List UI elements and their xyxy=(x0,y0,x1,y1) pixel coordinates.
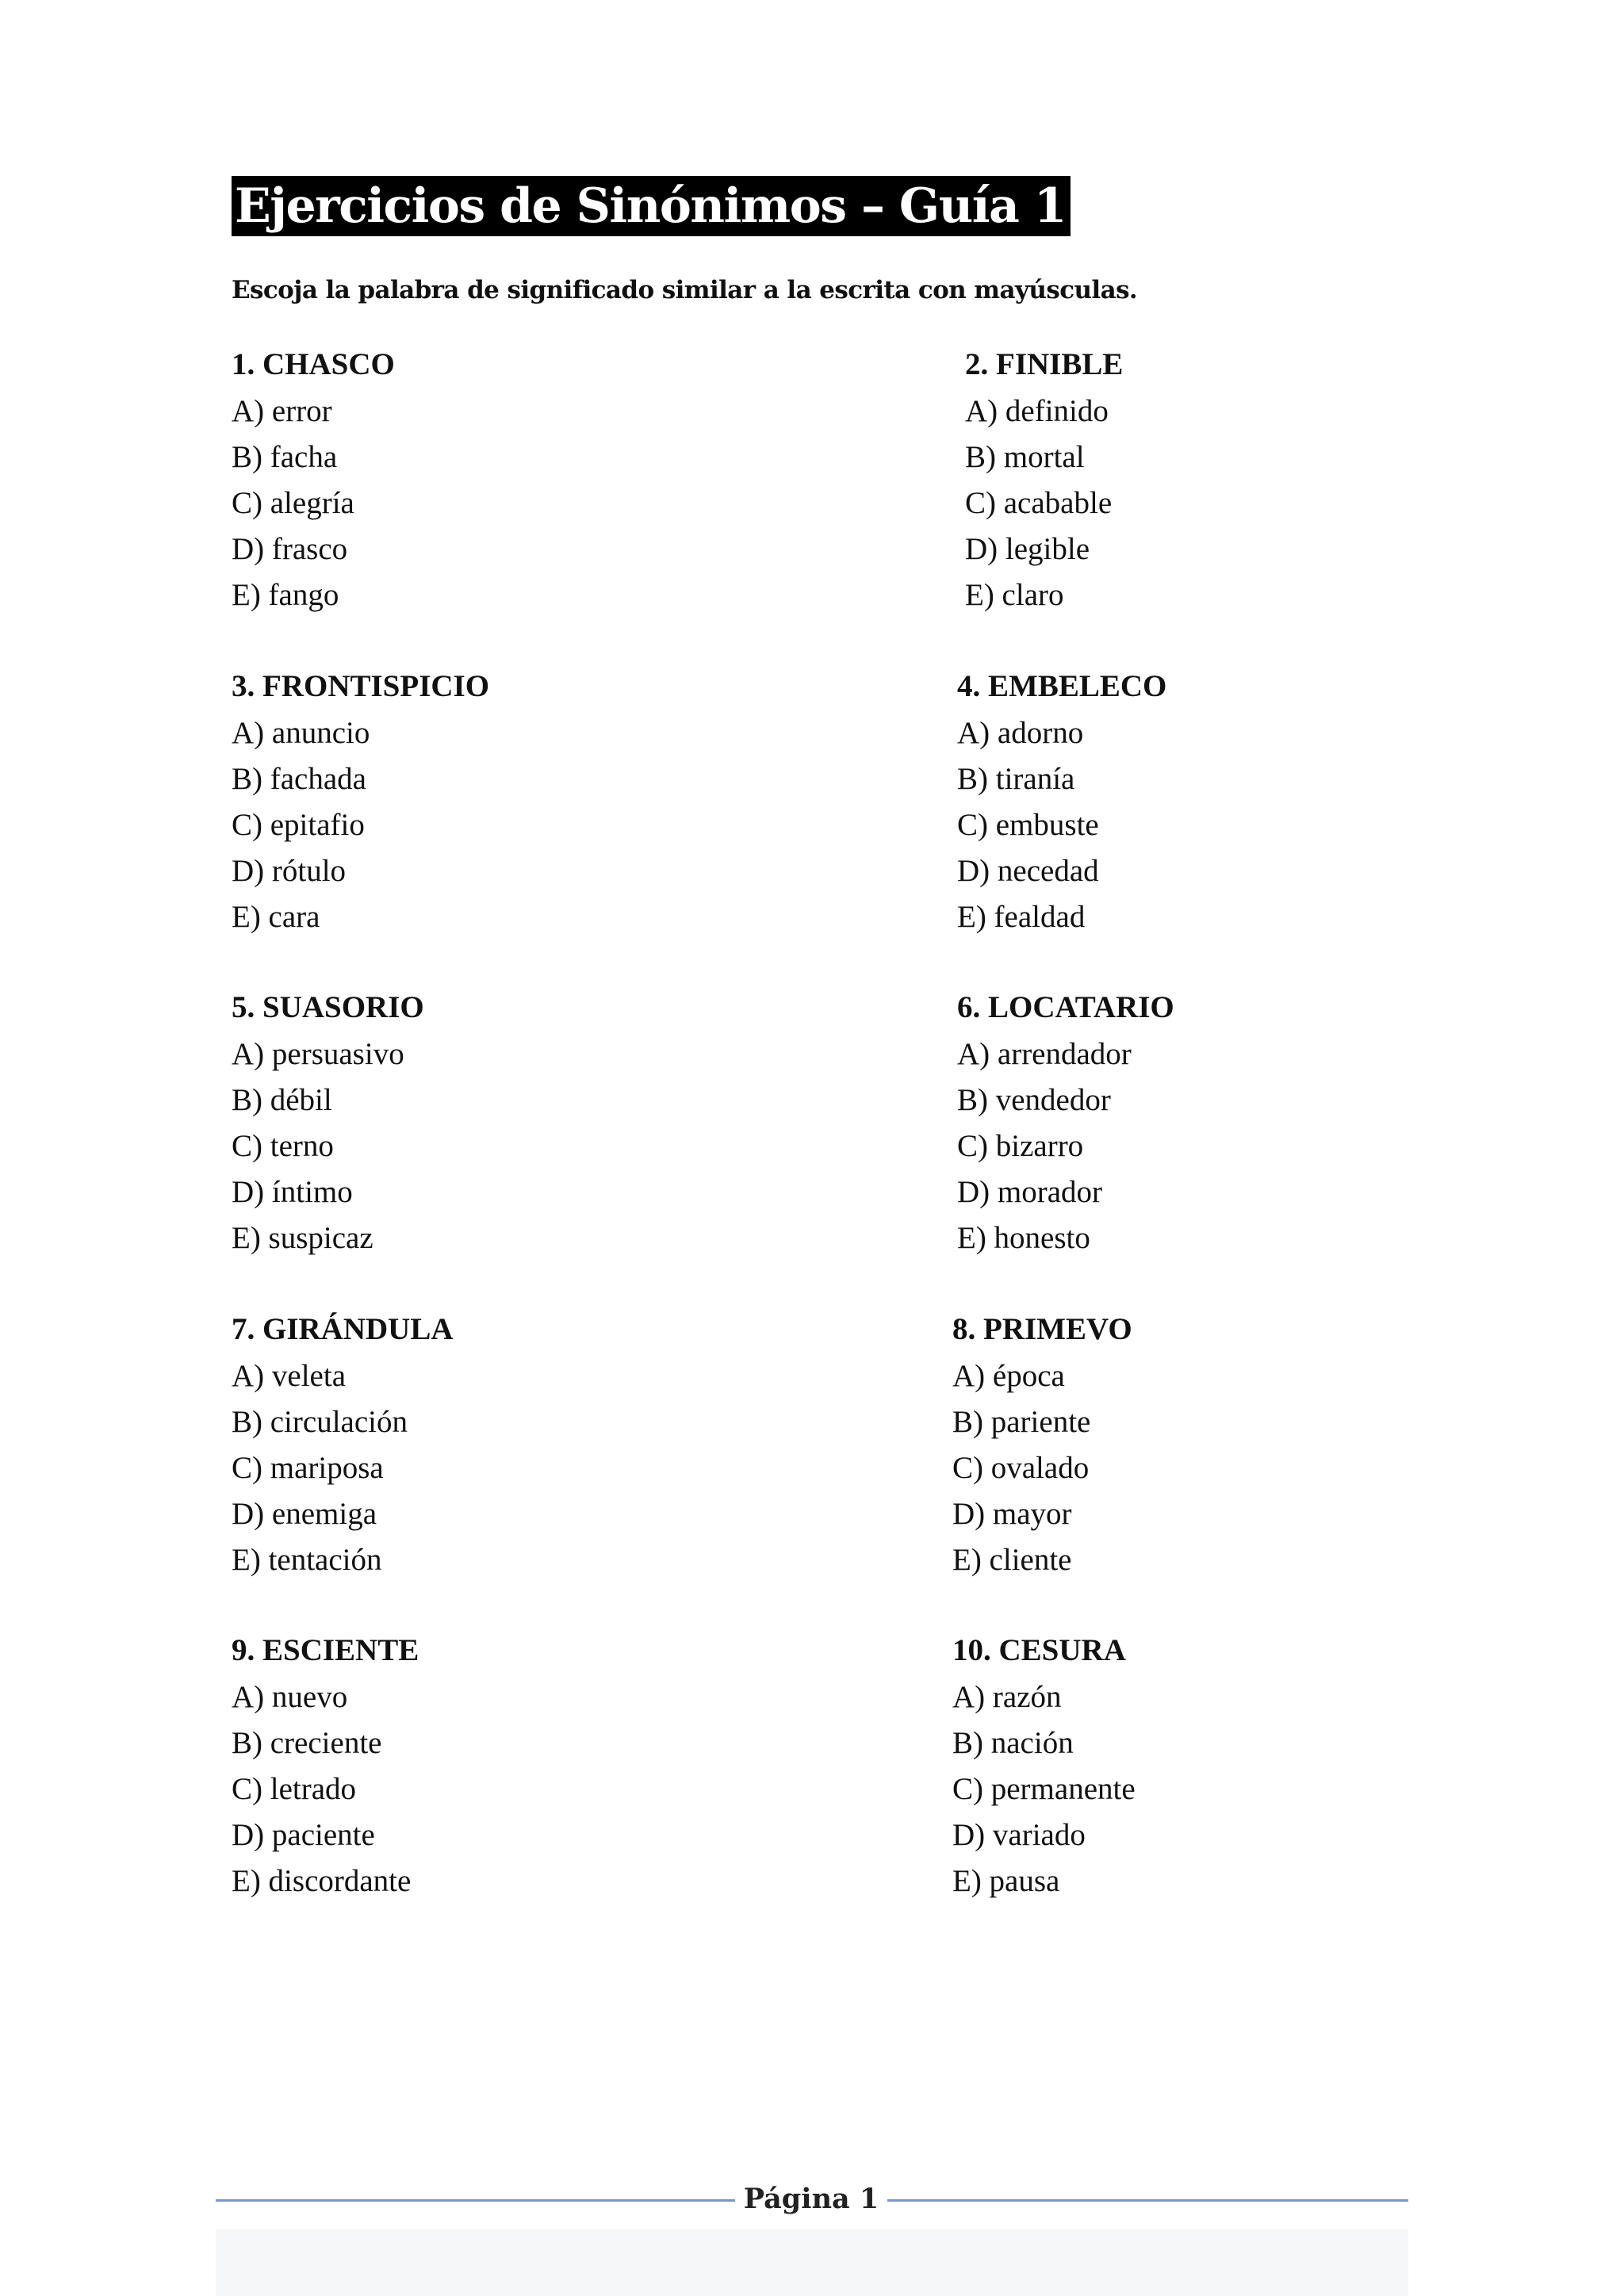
option-c: C) permanente xyxy=(952,1772,1136,1806)
option-a: A) razón xyxy=(952,1680,1062,1714)
question-9 xyxy=(232,1628,787,1904)
option-c: C) epitafio xyxy=(232,808,365,842)
question-6 xyxy=(957,985,1512,1261)
option-d: D) morador xyxy=(957,1175,1103,1209)
option-c: C) letrado xyxy=(232,1772,357,1806)
option-d: D) legible xyxy=(965,532,1090,566)
question-7 xyxy=(232,1307,787,1583)
option-d: D) mayor xyxy=(952,1497,1072,1531)
option-a: A) adorno xyxy=(957,716,1084,750)
option-b: B) débil xyxy=(232,1083,332,1117)
question-2 xyxy=(965,342,1520,618)
option-c: C) embuste xyxy=(957,808,1099,842)
option-a: A) persuasivo xyxy=(232,1037,404,1071)
question-title: 10. CESURA xyxy=(952,1633,1126,1667)
page-number: Página 1 xyxy=(743,2183,879,2215)
option-c: C) acabable xyxy=(965,486,1113,520)
question-3 xyxy=(232,664,787,940)
option-c: C) ovalado xyxy=(952,1451,1090,1485)
option-e: E) cara xyxy=(232,900,320,934)
option-a: A) nuevo xyxy=(232,1680,348,1714)
question-4 xyxy=(957,664,1512,940)
option-c: C) alegría xyxy=(232,486,354,520)
option-e: E) suspicaz xyxy=(232,1221,373,1255)
option-a: A) arrendador xyxy=(957,1037,1132,1071)
option-e: E) fealdad xyxy=(957,900,1086,934)
option-e: E) tentación xyxy=(232,1543,382,1577)
question-title: 4. EMBELECO xyxy=(957,669,1167,703)
option-e: E) fango xyxy=(232,578,339,612)
option-a: A) anuncio xyxy=(232,716,370,750)
option-e: E) discordante xyxy=(232,1864,412,1898)
option-a: A) error xyxy=(232,394,332,428)
option-d: D) variado xyxy=(952,1818,1086,1852)
option-e: E) claro xyxy=(965,578,1064,612)
option-c: C) bizarro xyxy=(957,1129,1084,1163)
option-b: B) vendedor xyxy=(957,1083,1111,1117)
footer-band xyxy=(216,2229,1408,2296)
option-b: B) facha xyxy=(232,440,338,474)
option-b: B) mortal xyxy=(965,440,1085,474)
option-e: E) cliente xyxy=(952,1543,1072,1577)
question-1 xyxy=(232,342,787,618)
option-d: D) íntimo xyxy=(232,1175,353,1209)
instructions: Escoja la palabra de significado similar a la escrita con mayúsculas. xyxy=(232,276,1138,304)
question-title: 8. PRIMEVO xyxy=(952,1312,1132,1346)
question-title: 3. FRONTISPICIO xyxy=(232,669,490,703)
question-10 xyxy=(952,1628,1507,1904)
option-b: B) fachada xyxy=(232,762,366,796)
question-8 xyxy=(952,1307,1507,1583)
question-title: 9. ESCIENTE xyxy=(232,1633,419,1667)
question-title: 6. LOCATARIO xyxy=(957,990,1174,1024)
question-title: 7. GIRÁNDULA xyxy=(232,1312,454,1346)
option-b: B) pariente xyxy=(952,1405,1091,1439)
option-d: D) enemiga xyxy=(232,1497,377,1531)
option-e: E) pausa xyxy=(952,1864,1060,1898)
option-c: C) terno xyxy=(232,1129,334,1163)
option-a: A) veleta xyxy=(232,1359,347,1393)
option-e: E) honesto xyxy=(957,1221,1090,1255)
option-b: B) tiranía xyxy=(957,762,1075,796)
question-title: 1. CHASCO xyxy=(232,347,395,381)
page-footer xyxy=(216,2175,1408,2223)
option-a: A) época xyxy=(952,1359,1065,1393)
question-title: 5. SUASORIO xyxy=(232,990,424,1024)
option-c: C) mariposa xyxy=(232,1451,384,1485)
option-d: D) necedad xyxy=(957,854,1099,888)
option-b: B) nación xyxy=(952,1726,1074,1760)
option-d: D) paciente xyxy=(232,1818,375,1852)
page-title: Ejercicios de Sinónimos – Guía 1 xyxy=(232,176,1071,236)
footer-rule-right xyxy=(887,2199,1408,2202)
option-d: D) rótulo xyxy=(232,854,347,888)
question-5 xyxy=(232,985,787,1261)
question-title: 2. FINIBLE xyxy=(965,347,1124,381)
option-d: D) frasco xyxy=(232,532,348,566)
option-b: B) creciente xyxy=(232,1726,382,1760)
option-a: A) definido xyxy=(965,394,1109,428)
footer-rule-left xyxy=(216,2199,735,2202)
option-b: B) circulación xyxy=(232,1405,408,1439)
